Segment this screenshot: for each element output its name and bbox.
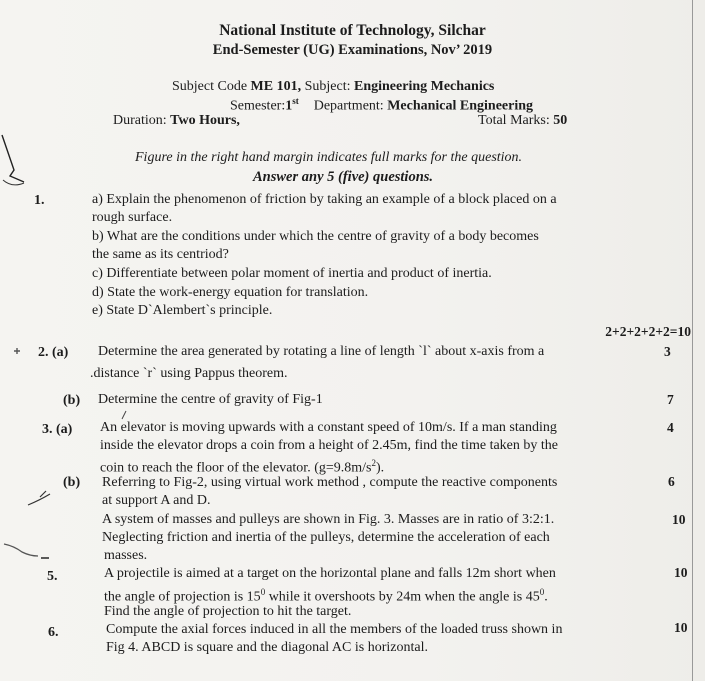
q6-line1: Compute the axial forces induced in all the members of the loaded truss shown in [106, 622, 563, 637]
q1-b-line1: b) What are the conditions under which the centre of gravity of a body becomes [92, 229, 539, 244]
q1-c: c) Differentiate between polar moment of inertia and product of inertia. [92, 266, 492, 281]
q2-b-label: (b) [63, 393, 81, 408]
q1-a-line2: rough surface. [92, 210, 173, 225]
q3-a-line1: An elevator is moving upwards with a constant speed of 10m/s. If a man standing [100, 420, 557, 435]
total-marks-label: Total Marks: [478, 113, 550, 128]
q5-line2-middle: while it overshoots by 24m when the angle is 45 [265, 589, 540, 605]
q3-b-marks: 6 [668, 474, 675, 489]
q3-b-label: (b) [63, 475, 81, 490]
q1-e: e) State D`Alembert`s principle. [92, 303, 273, 318]
pen-tick-mark [120, 410, 128, 420]
q6-number: 6. [48, 625, 59, 640]
q3-a-line2: inside the elevator drops a coin from a height of 2.45m, find the time taken by the [100, 438, 558, 453]
q5-line3: Find the angle of projection to hit the target. [104, 604, 352, 619]
q3-number: 3. (a) [42, 422, 73, 437]
q2-a-line1: Determine the area generated by rotating a line of length `l` about x-axis from a [98, 344, 545, 359]
q4-marks: 10 [672, 512, 686, 527]
q3-b-line2: at support A and D. [102, 493, 211, 508]
q6-line2: Fig 4. ABCD is square and the diagonal AC is horizontal. [106, 640, 428, 655]
q3-a-line3-end: ). [375, 460, 385, 476]
total-marks-value: 50 [553, 113, 568, 128]
q2-b-marks: 7 [667, 392, 674, 407]
semester-line [230, 96, 533, 115]
semester-value: 1 [285, 98, 293, 114]
q5-degree-2: 0 [539, 587, 545, 597]
semester-suffix: st [292, 96, 299, 106]
subject-code-label: Subject Code [172, 79, 248, 94]
q3-a-line3-text: coin to reach the floor of the elevator. (g=9.8m/s [100, 460, 372, 476]
duration-value: Two Hours, [170, 113, 240, 128]
q1-number: 1. [34, 193, 45, 208]
subject-line [172, 79, 494, 95]
total-marks-line [478, 113, 567, 129]
q4-line3: masses. [104, 548, 148, 563]
q1-d: d) State the work-energy equation for translation. [92, 285, 369, 300]
q5-marks: 10 [674, 565, 688, 580]
q5-degree-1: 0 [260, 587, 266, 597]
semester-label: Semester: [230, 98, 286, 114]
q3-a-exponent: 2 [371, 458, 376, 468]
q5-line2-text: the angle of projection is 15 [104, 589, 261, 605]
q6-marks: 10 [674, 620, 688, 635]
q2-b: Determine the centre of gravity of Fig-1 [98, 392, 323, 407]
q5-number: 5. [47, 569, 58, 584]
q3-b-line1: Referring to Fig-2, using virtual work method , compute the reactive components [102, 475, 558, 490]
q5-line2-end: . [544, 589, 548, 605]
answer-instruction: Answer any 5 (five) questions. [253, 169, 434, 185]
duration-label: Duration: [113, 113, 167, 128]
q5-line1: A projectile is aimed at a target on the horizontal plane and falls 12m short when [104, 566, 556, 581]
duration-line [113, 113, 240, 129]
q2-a-line2: .distance `r` using Pappus theorem. [90, 366, 288, 381]
exam-title: End-Semester (UG) Examinations, Nov’ 2019 [212, 42, 493, 58]
subject-code: ME 101, [250, 79, 302, 94]
q4-line2: Neglecting friction and inertia of the pulleys, determine the acceleration of each [102, 530, 550, 545]
department-label: Department: [313, 98, 384, 114]
q3-a-marks: 4 [667, 420, 674, 435]
margin-pen-marks [0, 0, 90, 681]
subject-label: Subject: [304, 79, 351, 94]
margin-note: Figure in the right hand margin indicates full marks for the question. [135, 150, 523, 165]
q2-number: 2. (a) [38, 345, 69, 360]
q2-a-marks: 3 [664, 344, 671, 359]
q1-a-line1: a) Explain the phenomenon of friction by taking an example of a block placed on a [92, 192, 557, 207]
department-name: Mechanical Engineering [387, 98, 534, 114]
q4-line1: A system of masses and pulleys are shown in Fig. 3. Masses are in ratio of 3:2:1. [102, 512, 555, 527]
q1-marks: 2+2+2+2+2=10 [605, 324, 691, 339]
q1-b-line2: the same as its centriod? [92, 247, 229, 262]
q2-a-line2-text: distance `r` using Pappus theorem. [93, 366, 288, 381]
subject-name: Engineering Mechanics [354, 79, 495, 94]
institute-name: National Institute of Technology, Silchar [219, 22, 486, 39]
page-edge [692, 0, 693, 681]
